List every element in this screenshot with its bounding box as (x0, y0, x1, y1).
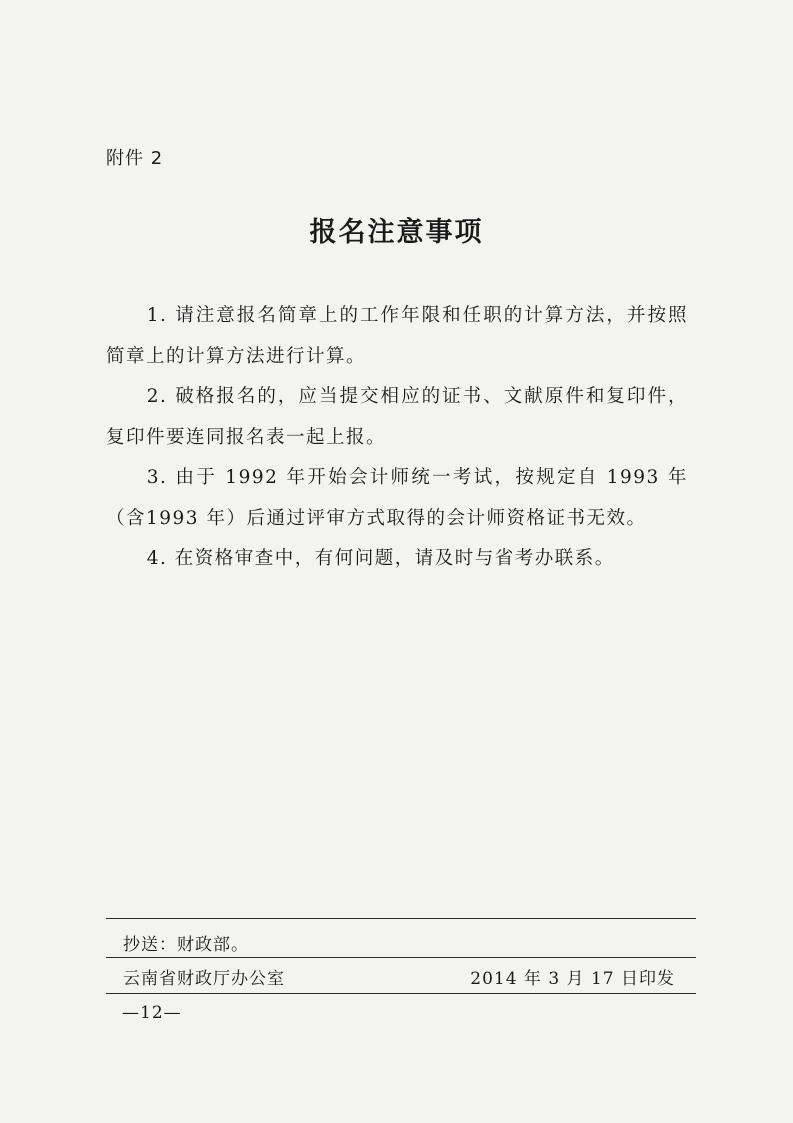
document-title: 报名注意事项 (309, 217, 484, 248)
document-body (106, 296, 688, 580)
issue-date: 2014 年 3 月 17 日印发 (470, 969, 675, 989)
footer-middle-rule (106, 957, 696, 958)
page-number: —12— (122, 1003, 182, 1023)
cc-line: 抄送：财政部。 (123, 935, 249, 955)
paragraph-1: 1. 请注意报名简章上的工作年限和任职的计算方法，并按照简章上的计算方法进行计算。 (106, 305, 688, 367)
paragraph-4: 4. 在资格审查中，有何问题，请及时与省考办联系。 (146, 548, 615, 569)
footer-top-rule (106, 918, 696, 919)
attachment-label: 附件 2 (106, 148, 164, 169)
paragraph-3: 3. 由于 1992 年开始会计师统一考试，按规定自 1993 年（含1993 年）后通过评审方式取得的会计师资格证书无效。 (106, 467, 688, 529)
footer-bottom-rule (106, 993, 696, 994)
paragraph-2: 2. 破格报名的，应当提交相应的证书、文献原件和复印件，复印件要连同报名表一起上报。 (106, 386, 688, 448)
issuer-name: 云南省财政厅办公室 (123, 969, 285, 989)
